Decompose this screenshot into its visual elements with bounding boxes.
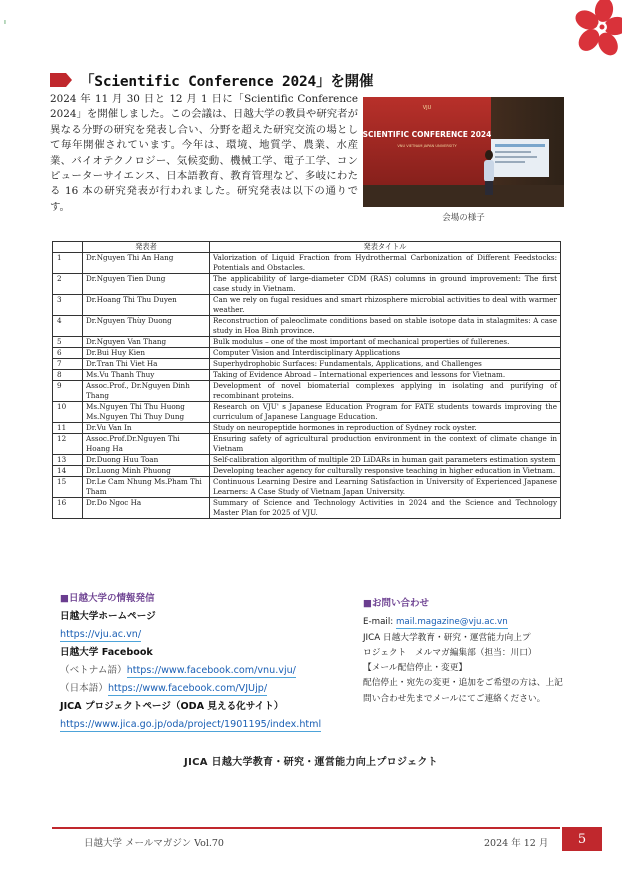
row-number: 9 (53, 381, 83, 402)
title-cell: Superhydrophobic Surfaces: Fundamentals, Applications, and Challenges (210, 359, 561, 370)
title-cell: Can we rely on fugal residues and smart rhizosphere microbial activities to deal with warmer weather. (210, 295, 561, 316)
presenter-cell: Dr.Nguyen Tien Dung (83, 274, 210, 295)
presenter-cell: Dr.Duong Huu Toan (83, 455, 210, 466)
title-cell: Reconstruction of paleoclimate conditions based on stable isotope data in stalagmites: A case study in Hoa Binh province. (210, 316, 561, 337)
photo-banner-top: VJU (422, 105, 432, 111)
table-row (53, 274, 561, 295)
table-row (53, 455, 561, 466)
notice-body: 配信停止・宛先の変更・追加をご希望の方は、上記問い合わせ先までメールにてご連絡ください。 (363, 678, 563, 704)
row-number: 10 (53, 402, 83, 423)
table-row (53, 359, 561, 370)
presenter-cell: Dr.Bui Huy Kien (83, 348, 210, 359)
contact-section (363, 596, 563, 707)
jica-label: JICA プロジェクトページ（ODA 見える化サイト） (60, 701, 284, 712)
title-cell: Continuous Learning Desire and Learning Satisfaction in University of Experienced Japanese Learners: A Case Study of Vietnam Japan University. (210, 477, 561, 498)
row-number: 7 (53, 359, 83, 370)
presenter-cell: Dr.Luong Minh Phuong (83, 466, 210, 477)
title-cell: Computer Vision and Interdisciplinary Applications (210, 348, 561, 359)
row-number: 14 (53, 466, 83, 477)
contact-email-link[interactable]: mail.magazine@vju.ac.vn (395, 617, 508, 628)
email-label: E-mail: (363, 617, 394, 628)
table-row (53, 381, 561, 402)
facebook-label: 日越大学 Facebook (60, 647, 153, 658)
arrow-marker-icon (50, 73, 72, 87)
corner-mark: ı (4, 18, 6, 26)
table-row (53, 434, 561, 455)
presenter-cell: Dr.Tran Thi Viet Ha (83, 359, 210, 370)
presentations-table (52, 241, 561, 519)
table-row (53, 402, 561, 423)
presenter-cell: Dr.Nguyen Van Thang (83, 337, 210, 348)
table-row (53, 498, 561, 519)
table-row (53, 477, 561, 498)
conference-photo (363, 97, 564, 207)
title-cell: Taking of Evidence Abroad – International experiences and lessons for Vietnam. (210, 370, 561, 381)
row-number: 11 (53, 423, 83, 434)
table-row (53, 337, 561, 348)
page-number: 5 (562, 827, 602, 851)
presenter-cell: Dr.Do Ngoc Ha (83, 498, 210, 519)
row-number: 13 (53, 455, 83, 466)
facebook-ja-link[interactable]: https://www.facebook.com/VJUjp/ (107, 683, 268, 694)
presenter-cell: Ms.Vu Thanh Thuy (83, 370, 210, 381)
row-number: 2 (53, 274, 83, 295)
info-section (60, 590, 360, 734)
title-cell: Development of novel biomaterial complexes applying in isolating and purifying of recombinant proteins. (210, 381, 561, 402)
homepage-label: 日越大学ホームページ (60, 611, 156, 622)
presenter-cell: Dr.Hoang Thi Thu Duyen (83, 295, 210, 316)
footer-organization: JICA 日越大学教育・研究・運営能力向上プロジェクト (184, 757, 438, 768)
table-header-row (53, 242, 561, 253)
fb-vi-label: （ベトナム語） (60, 665, 127, 676)
table-row (53, 423, 561, 434)
title-cell: Summary of Science and Technology Activities in 2024 and the Science and Technology Master Plan for 2025 of VJU. (210, 498, 561, 519)
title-cell: Valorization of Liquid Fraction from Hydrothermal Carbonization of Different Feedstocks: Potentials and Obstacles. (210, 253, 561, 274)
title-cell: Self-calibration algorithm of multiple 2D LiDARs in human gait parameters estimation system (210, 455, 561, 466)
article-title: 「Scientific Conference 2024」を開催 (80, 73, 374, 90)
title-cell: Research on VJU' s Japanese Education Program for FATE students towards improving the curriculum of Japanese Language Education. (210, 402, 561, 423)
title-cell: Bulk modulus – one of the most important of mechanical properties of fullerenes. (210, 337, 561, 348)
table-row (53, 253, 561, 274)
row-number: 4 (53, 316, 83, 337)
row-number: 6 (53, 348, 83, 359)
jica-project-link[interactable]: https://www.jica.go.jp/oda/project/1901195/index.html (60, 719, 322, 730)
title-cell: The applicability of large-diameter CDM (RAS) columns in ground improvement: The first case study in Vietnam. (210, 274, 561, 295)
header-title: 発表タイトル (210, 242, 561, 253)
sakura-flower-icon (560, 0, 622, 62)
article-title-row (50, 70, 373, 90)
title-cell: Ensuring safety of agricultural production environment in the context of climate change in Vietnam (210, 434, 561, 455)
presenter-cell: Dr.Nguyen Thùy Duong (83, 316, 210, 337)
title-cell: Developing teacher agency for culturally responsive teaching in higher education in Vietnam. (210, 466, 561, 477)
row-number: 12 (53, 434, 83, 455)
table-body (53, 253, 561, 519)
magazine-name: 日越大学 メールマガジン Vol.70 (84, 838, 224, 849)
table-row (53, 348, 561, 359)
contact-org-line1: JICA 日越大学教育・研究・運営能力向上プ (363, 632, 531, 643)
photo-banner-sub: VNU VIETNAM JAPAN UNIVERSITY (397, 144, 457, 148)
table-row (53, 316, 561, 337)
presenter-cell: Dr.Le Cam Nhung Ms.Pham Thi Tham (83, 477, 210, 498)
presenter-cell: Ms.Nguyen Thi Thu Huong Ms.Nguyen Thi Thuy Dung (83, 402, 210, 423)
header-presenter: 発表者 (83, 242, 210, 253)
row-number: 15 (53, 477, 83, 498)
row-number: 16 (53, 498, 83, 519)
notice-heading: 【メール配信停止・変更】 (363, 663, 468, 674)
row-number: 3 (53, 295, 83, 316)
table-row (53, 295, 561, 316)
article-intro: 2024 年 11 月 30 日と 12 月 1 日に「Scientific Conference 2024」を開催しました。この会議は、日越大学の教員や研究者が異なる分野の研究を発表し合い、分野を超えた研究交流の場として毎年開催されています。今年は、環境、地質学、農業、水産業、バイオテクノロジー、気候変動、機械工学、電子工学、コンピューターサイエンス、日本語教育、教育管理など、多岐にわたる 16 本の研究発表が行われました。研究発表は以下の通りです。 (50, 93, 358, 213)
row-number: 1 (53, 253, 83, 274)
table-row (53, 466, 561, 477)
presenter-cell: Assoc.Prof., Dr.Nguyen Dinh Thang (83, 381, 210, 402)
homepage-link[interactable]: https://vju.ac.vn/ (60, 629, 142, 640)
fb-ja-label: （日本語） (60, 683, 108, 694)
presenter-cell: Assoc.Prof.Dr.Nguyen Thi Hoang Ha (83, 434, 210, 455)
contact-org-line2: ロジェクト メルマガ編集部（担当：川口） (363, 647, 537, 658)
facebook-vi-link[interactable]: https://www.facebook.com/vnu.vju/ (126, 665, 296, 676)
photo-caption: 会場の様子 (442, 213, 485, 223)
info-heading: ■日越大学の情報発信 (60, 593, 155, 604)
table-row (53, 370, 561, 381)
footer-divider (52, 827, 560, 829)
photo-banner-main: SCIENTIFIC CONFERENCE 2024 (363, 130, 492, 139)
contact-heading: ■お問い合わせ (363, 598, 429, 609)
title-cell: Study on neuropeptide hormones in reproduction of Sydney rock oyster. (210, 423, 561, 434)
presenter-cell: Dr.Vu Van In (83, 423, 210, 434)
presenter-cell: Dr.Nguyen Thi An Hang (83, 253, 210, 274)
header-no (53, 242, 83, 253)
row-number: 8 (53, 370, 83, 381)
issue-date: 2024 年 12 月 (484, 838, 549, 849)
row-number: 5 (53, 337, 83, 348)
